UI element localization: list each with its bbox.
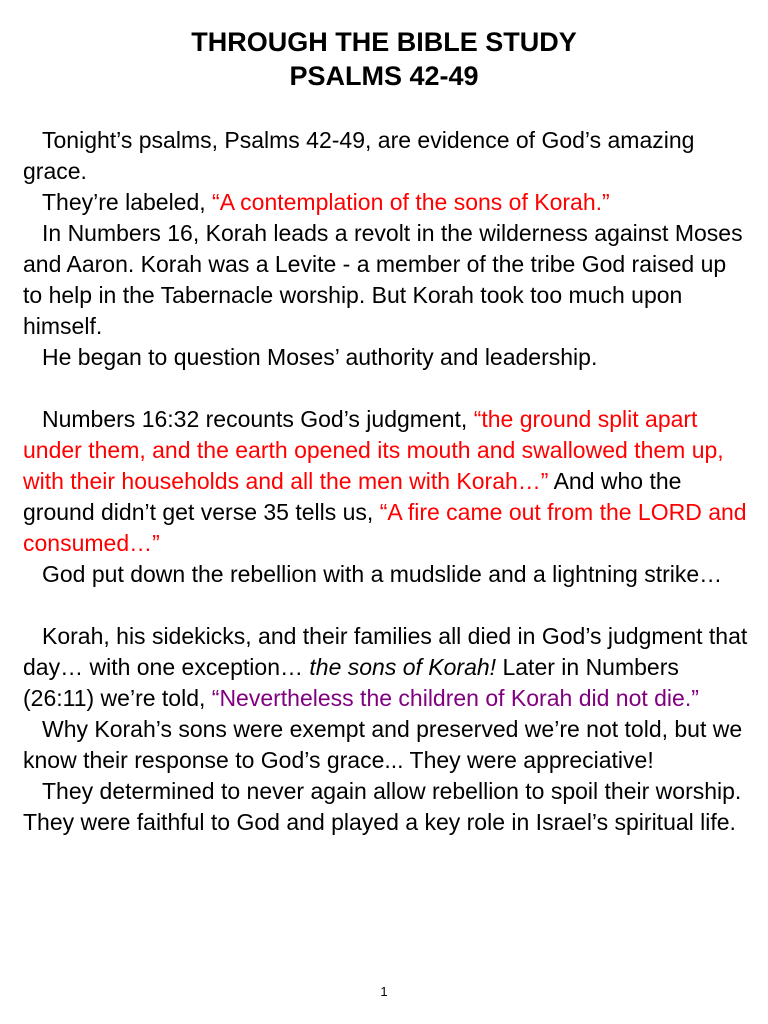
judgment-text-a: Numbers 16:32 recounts God’s judgment, (42, 406, 474, 432)
quote-did-not-die: “Nevertheless the children of Korah did not die.” (211, 685, 699, 711)
quote-fire: “A fire came out from the LORD and consumed…” (23, 499, 747, 556)
paragraph-rebellion: God put down the rebellion with a mudslide and a lightning strike… (42, 561, 723, 587)
paragraph-gap (23, 373, 748, 404)
quote-contemplation: “A contemplation of the sons of Korah.” (212, 189, 610, 215)
exception-text-b: Later in Numbers (26:11) we’re told, (23, 654, 679, 711)
quote-ground-split: “the ground split apart under them, and the earth opened its mouth and swallowed them up, with their households and all the men with Korah…” (23, 406, 724, 494)
paragraph-exempt: Why Korah’s sons were exempt and preserved we’re not told, but we know their response to God’s grace... They were appreciative! (23, 716, 743, 773)
paragraph-label-text: They’re labeled, (42, 189, 213, 215)
paragraph-question-authority: He began to question Moses’ authority and leadership. (42, 344, 598, 370)
paragraph-exception (23, 621, 748, 714)
document-subtitle: PSALMS 42-49 (289, 61, 479, 91)
document-title: THROUGH THE BIBLE STUDY (191, 27, 577, 57)
document-body (23, 125, 748, 838)
paragraph-judgment (23, 404, 748, 559)
paragraph-faithful: They determined to never again allow rebellion to spoil their worship. They were faithful to God and played a key role in Israel’s spiritual life. (23, 778, 742, 835)
judgment-text-b: And who the ground didn’t get verse 35 tells us, (23, 468, 682, 525)
exception-italic: the sons of Korah! (309, 654, 497, 680)
page-number: 1 (380, 984, 388, 999)
exception-text-a: Korah, his sidekicks, and their families all died in God’s judgment that day… with one exception… (23, 623, 748, 680)
paragraph-intro: Tonight’s psalms, Psalms 42-49, are evidence of God’s amazing grace. (23, 127, 695, 184)
paragraph-label (23, 187, 748, 218)
paragraph-gap (23, 590, 748, 621)
paragraph-numbers-16: In Numbers 16, Korah leads a revolt in the wilderness against Moses and Aaron. Korah was a Levite - a member of the tribe God raised up to help in the Tabernacle worship. But Korah took too much upon himself. (23, 220, 743, 339)
